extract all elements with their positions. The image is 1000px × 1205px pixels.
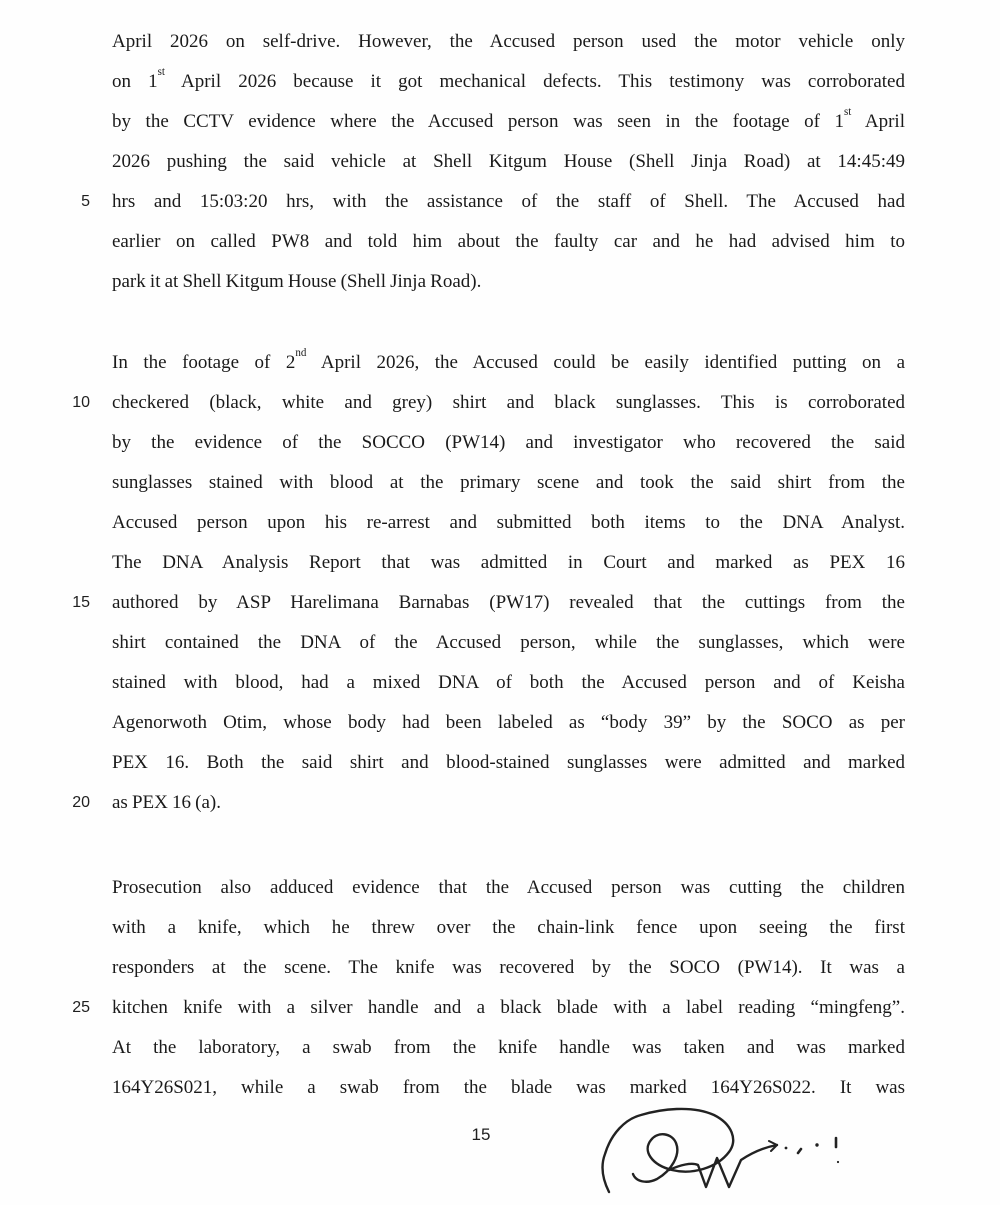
ordinal-superscript: st xyxy=(157,65,165,78)
text-line: authored by ASP Harelimana Barnabas (PW17) revealed that the cuttings from the xyxy=(112,592,905,613)
text-line: park it at Shell Kitgum House (Shell Jinja Road). xyxy=(112,271,482,292)
text-line: April 2026 on self-drive. However, the Accused person used the motor vehicle only xyxy=(112,31,905,52)
text-line: as PEX 16 (a). xyxy=(112,792,222,813)
text-line: with a knife, which he threw over the chain-link fence upon seeing the first xyxy=(112,917,905,938)
page-number: 15 xyxy=(471,1125,491,1144)
text-line: checkered (black, white and grey) shirt and black sunglasses. This is corroborated xyxy=(112,392,905,413)
text-line: stained with blood, had a mixed DNA of both the Accused person and of Keisha xyxy=(112,672,905,693)
signature xyxy=(545,1090,875,1205)
signature-tail-stroke xyxy=(669,1145,777,1187)
line-number: 25 xyxy=(72,999,90,1016)
text-line: responders at the scene. The knife was recovered by the SOCO (PW14). It was a xyxy=(112,957,905,978)
paragraph xyxy=(112,343,905,823)
signature-main-stroke xyxy=(602,1109,733,1192)
text-line: Prosecution also adduced evidence that the Accused person was cutting the children xyxy=(112,877,905,898)
line-number: 10 xyxy=(72,394,90,411)
ordinal-superscript: st xyxy=(844,105,852,118)
text-line: The DNA Analysis Report that was admitted in Court and marked as PEX 16 xyxy=(112,552,905,573)
text-line: PEX 16. Both the said shirt and blood-stained sunglasses were admitted and marked xyxy=(112,752,905,773)
line-number: 15 xyxy=(72,594,90,611)
signature-dots xyxy=(785,1138,840,1163)
text-line: hrs and 15:03:20 hrs, with the assistance of the staff of Shell. The Accused had xyxy=(112,191,905,212)
line-number: 5 xyxy=(81,193,90,210)
text-line: Accused person upon his re-arrest and submitted both items to the DNA Analyst. xyxy=(112,512,905,533)
line-number: 20 xyxy=(72,794,90,811)
text-line: Agenorwoth Otim, whose body had been labeled as “body 39” by the SOCO as per xyxy=(112,712,905,733)
text-line: on 1st April 2026 because it got mechanical defects. This testimony was corroborated xyxy=(112,65,905,92)
paragraph xyxy=(112,868,905,1108)
signature-scribble xyxy=(545,1090,875,1205)
text-line: earlier on called PW8 and told him about the faulty car and he had advised him to xyxy=(112,231,905,252)
text-line: by the CCTV evidence where the Accused person was seen in the footage of 1st April xyxy=(112,105,905,132)
text-line: sunglasses stained with blood at the primary scene and took the said shirt from the xyxy=(112,472,905,493)
text-line: 2026 pushing the said vehicle at Shell Kitgum House (Shell Jinja Road) at 14:45:49 xyxy=(112,151,905,172)
text-line: kitchen knife with a silver handle and a black blade with a label reading “mingfeng”. xyxy=(112,997,905,1018)
paragraph xyxy=(112,22,905,302)
text-line: shirt contained the DNA of the Accused person, while the sunglasses, which were xyxy=(112,632,905,653)
text-line: by the evidence of the SOCCO (PW14) and investigator who recovered the said xyxy=(112,432,905,453)
ordinal-superscript: nd xyxy=(295,346,307,359)
text-line: In the footage of 2nd April 2026, the Accused could be easily identified putting on a xyxy=(112,346,905,373)
text-line: 164Y26S021, while a swab from the blade was marked 164Y26S022. It was xyxy=(112,1077,905,1098)
text-line: At the laboratory, a swab from the knife handle was taken and was marked xyxy=(112,1037,905,1058)
